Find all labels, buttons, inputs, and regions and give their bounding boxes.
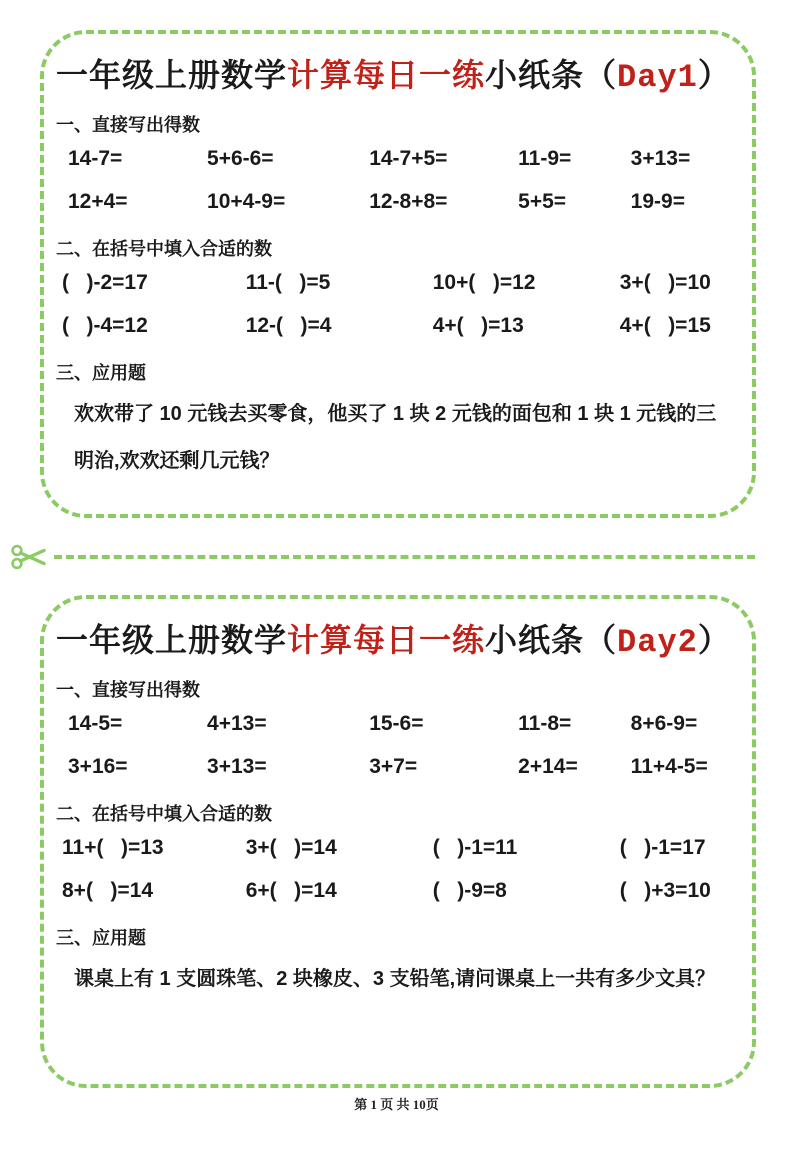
- equation: 10+4-9=: [207, 189, 286, 213]
- equation: 14-7+5=: [369, 146, 448, 170]
- equation: 12-8+8=: [369, 189, 448, 213]
- equation: 3+( )=10: [619, 270, 711, 294]
- title-prefix: 一年级上册数学: [56, 622, 288, 658]
- equation: 11+4-5=: [630, 754, 708, 778]
- equation: 19-9=: [630, 189, 685, 213]
- fill-problems-row2: [56, 869, 730, 912]
- equation: 11-( )=5: [245, 270, 331, 294]
- worksheet-day1: [40, 30, 756, 518]
- equation: ( )+3=10: [619, 878, 711, 902]
- equation: ( )-9=8: [432, 878, 507, 902]
- equation: ( )-4=12: [62, 313, 148, 337]
- equation: 3+7=: [369, 754, 418, 778]
- equation: 4+13=: [207, 711, 267, 735]
- title-prefix: 一年级上册数学: [56, 57, 288, 93]
- equation: 12-( )=4: [245, 313, 332, 337]
- equation: ( )-1=17: [619, 835, 706, 859]
- equation: 4+( )=13: [432, 313, 524, 337]
- title-day-label: Day2: [617, 624, 698, 661]
- calc-problems-row2: [56, 180, 730, 223]
- worksheet-title: [56, 54, 730, 99]
- word-problem-text: 课桌上有 1 支圆珠笔、2 块橡皮、3 支铅笔,请问课桌上一共有多少文具？: [74, 968, 716, 990]
- equation: 3+13=: [630, 146, 691, 170]
- title-end: ）: [697, 57, 731, 93]
- worksheet-day2: [40, 595, 756, 1088]
- title-mid: 小纸条（: [485, 57, 618, 93]
- title-highlight: 计算每日一练: [287, 57, 486, 93]
- equation: 14-7=: [68, 146, 123, 170]
- fill-problems-row1: [56, 826, 730, 869]
- section-heading-fill: 二、在括号中填入合适的数: [56, 804, 272, 824]
- calc-problems-row2: [56, 745, 730, 788]
- equation: 3+16=: [68, 754, 128, 778]
- calc-problems-row1: [56, 702, 730, 745]
- worksheet-title: [56, 619, 730, 664]
- equation: 12+4=: [68, 189, 128, 213]
- equation: ( )-1=11: [432, 835, 518, 859]
- equation: 3+13=: [207, 754, 267, 778]
- cut-dashed-line: [54, 555, 755, 559]
- equation: 5+5=: [518, 189, 567, 213]
- fill-problems-row1: [56, 261, 730, 304]
- equation: 8+6-9=: [630, 711, 698, 735]
- section-heading-word: 三、应用题: [56, 363, 146, 383]
- equation: ( )-2=17: [62, 270, 148, 294]
- equation: 15-6=: [369, 711, 424, 735]
- section-heading-calc: 一、直接写出得数: [56, 115, 200, 135]
- page-footer: 第 1 页 共 10页: [354, 1097, 439, 1112]
- section-heading-word: 三、应用题: [56, 928, 146, 948]
- word-problem-text: 欢欢带了 10 元钱去买零食，他买了 1 块 2 元钱的面包和 1 块 1 元钱的三明治,欢欢还剩几元钱？: [74, 403, 717, 472]
- title-mid: 小纸条（: [485, 622, 618, 658]
- equation: 11+( )=13: [62, 835, 164, 859]
- equation: 6+( )=14: [245, 878, 337, 902]
- equation: 10+( )=12: [432, 270, 536, 294]
- title-end: ）: [697, 622, 731, 658]
- title-day-label: Day1: [617, 59, 698, 96]
- equation: 2+14=: [518, 754, 578, 778]
- equation: 8+( )=14: [62, 878, 154, 902]
- title-highlight: 计算每日一练: [287, 622, 486, 658]
- equation: 5+6-6=: [207, 146, 274, 170]
- cut-line-row: [0, 518, 793, 595]
- equation: 4+( )=15: [619, 313, 711, 337]
- equation: 3+( )=14: [245, 835, 337, 859]
- equation: 14-5=: [68, 711, 123, 735]
- equation: 11-8=: [518, 711, 572, 735]
- section-heading-calc: 一、直接写出得数: [56, 680, 200, 700]
- scissors-icon: [10, 542, 48, 572]
- equation: 11-9=: [518, 146, 572, 170]
- calc-problems-row1: [56, 137, 730, 180]
- section-heading-fill: 二、在括号中填入合适的数: [56, 239, 272, 259]
- fill-problems-row2: [56, 304, 730, 347]
